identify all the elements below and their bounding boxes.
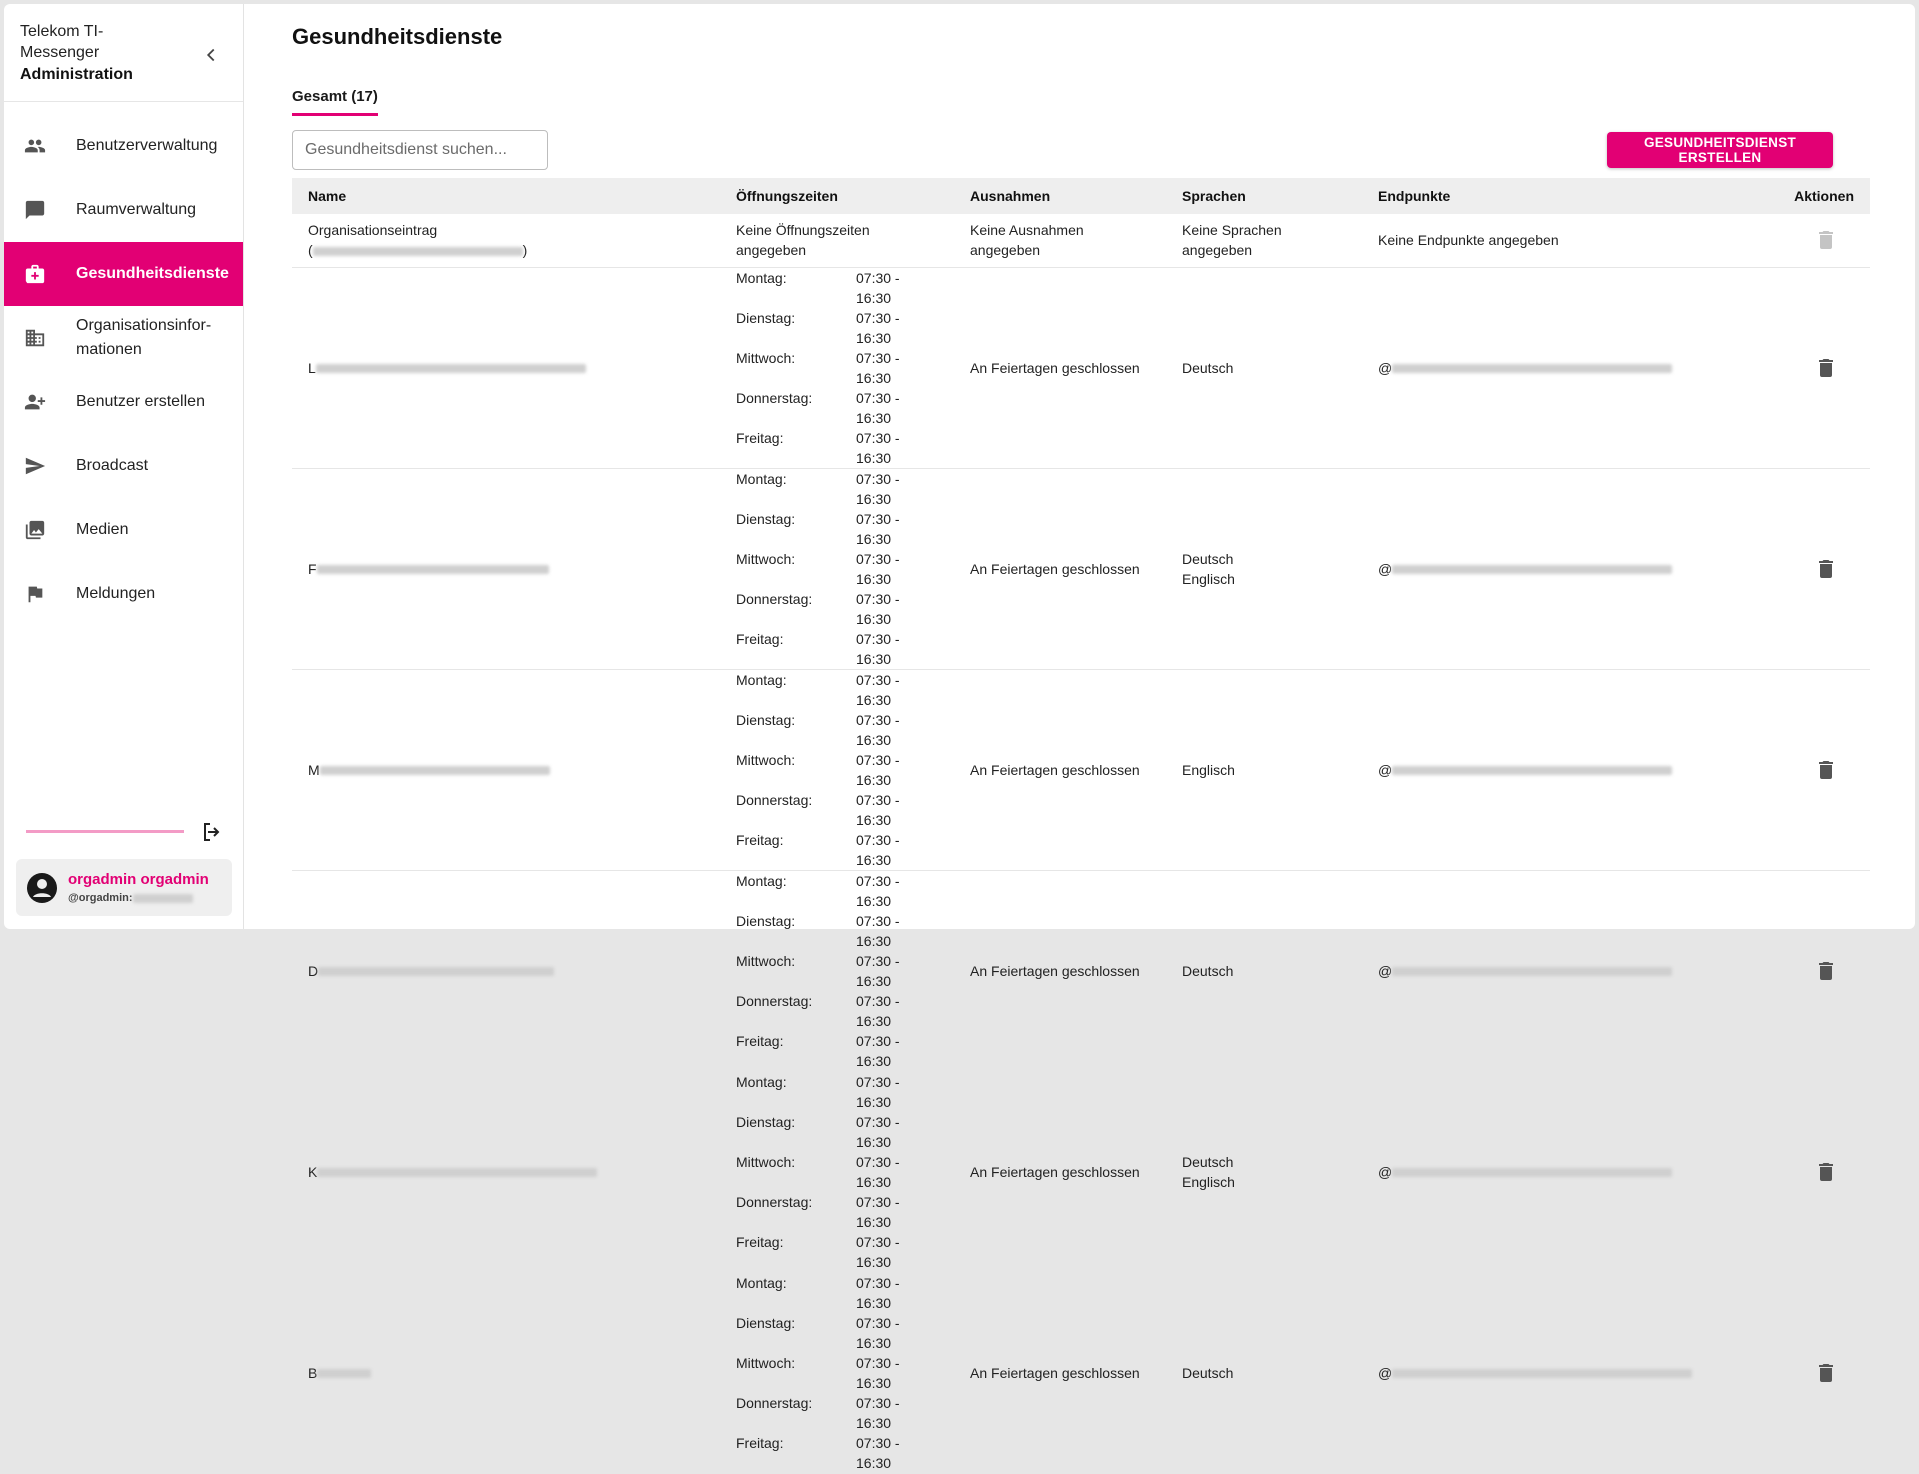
sidebar-item-meldungen[interactable] bbox=[4, 562, 243, 626]
actions-cell bbox=[1742, 669, 1870, 870]
create-health-service-button[interactable]: GESUNDHEITSDIENST ERSTELLEN bbox=[1607, 132, 1833, 168]
user-card[interactable] bbox=[16, 859, 232, 916]
endpoints-cell: @ bbox=[1362, 1272, 1742, 1473]
exceptions-cell: An Feiertagen geschlossen bbox=[954, 468, 1166, 669]
sidebar-item-label: Gesundheitsdienste bbox=[76, 265, 229, 282]
actions-cell bbox=[1742, 267, 1870, 468]
sidebar-item-broadcast[interactable] bbox=[4, 434, 243, 498]
table-row[interactable] bbox=[292, 1272, 1870, 1473]
building-icon bbox=[4, 327, 76, 349]
search-input[interactable] bbox=[292, 130, 548, 170]
sidebar-nav bbox=[4, 114, 243, 626]
actions-cell bbox=[1742, 1071, 1870, 1272]
sidebar-item-benutzerverwaltung[interactable] bbox=[4, 114, 243, 178]
name-cell: F bbox=[292, 468, 720, 669]
exceptions-cell: An Feiertagen geschlossen bbox=[954, 870, 1166, 1071]
chevron-left-icon[interactable] bbox=[200, 44, 222, 66]
endpoints-cell: Keine Endpunkte angegeben bbox=[1362, 214, 1742, 267]
exceptions-cell: An Feiertagen geschlossen bbox=[954, 669, 1166, 870]
sidebar-item-label: Raumverwaltung bbox=[76, 201, 197, 218]
trash-icon[interactable] bbox=[1814, 959, 1838, 983]
sidebar-item-label: Broadcast bbox=[76, 457, 149, 474]
app-window bbox=[4, 4, 1915, 1471]
sidebar bbox=[4, 4, 244, 929]
user-name: orgadmin orgadmin bbox=[68, 871, 209, 888]
endpoints-cell: @ bbox=[1362, 267, 1742, 468]
send-icon bbox=[4, 455, 76, 477]
sidebar-item-label: Benutzerverwaltung bbox=[76, 137, 218, 154]
sidebar-item-raumverwaltung[interactable] bbox=[4, 178, 243, 242]
photo-library-icon bbox=[4, 519, 76, 541]
languages-cell: Englisch bbox=[1166, 669, 1362, 870]
chat-icon bbox=[4, 199, 76, 221]
languages-cell: Deutsch Englisch bbox=[1166, 468, 1362, 669]
actions-cell bbox=[1742, 468, 1870, 669]
exceptions-cell: An Feiertagen geschlossen bbox=[954, 267, 1166, 468]
column-header-exceptions[interactable]: Ausnahmen bbox=[970, 188, 1051, 204]
avatar-icon bbox=[26, 872, 58, 904]
endpoints-cell: @ bbox=[1362, 468, 1742, 669]
column-header-name[interactable]: Name bbox=[308, 188, 347, 204]
sidebar-item-organisationsinfor-mationen[interactable] bbox=[4, 306, 243, 370]
main-content bbox=[244, 4, 1915, 1471]
sidebar-item-label: Organisationsinfor-mationen bbox=[76, 317, 212, 358]
sidebar-item-label: Medien bbox=[76, 521, 129, 538]
hours-cell: Montag: 07:30 - 16:30 Dienstag: 07:30 - 16:30 Mittwoch: 07:30 - 16:30 Donnerstag: 07:30 - 16:30 Freitag: 07:30 - 16:30 bbox=[720, 1272, 954, 1473]
hours-cell: Keine Öffnungszeiten angegeben bbox=[720, 214, 954, 267]
name-cell: M bbox=[292, 669, 720, 870]
name-cell: K bbox=[292, 1071, 720, 1272]
sidebar-item-label: Meldungen bbox=[76, 585, 156, 602]
trash-icon[interactable] bbox=[1814, 356, 1838, 380]
person-add-icon bbox=[4, 391, 76, 413]
languages-cell: Deutsch bbox=[1166, 267, 1362, 468]
languages-cell: Keine Sprachen angegeben bbox=[1166, 214, 1362, 267]
hours-cell: Montag: 07:30 - 16:30 Dienstag: 07:30 - 16:30 Mittwoch: 07:30 - 16:30 Donnerstag: 07:30 - 16:30 Freitag: 07:30 - 16:30 bbox=[720, 870, 954, 1071]
user-mxid: @orgadmin: bbox=[68, 892, 209, 904]
table-row[interactable] bbox=[292, 669, 1870, 870]
trash-icon[interactable] bbox=[1814, 1361, 1838, 1385]
actions-cell bbox=[1742, 870, 1870, 1071]
table-row[interactable] bbox=[292, 1071, 1870, 1272]
languages-cell: Deutsch Englisch bbox=[1166, 1071, 1362, 1272]
column-header-actions: Aktionen bbox=[1794, 188, 1854, 204]
page-title: Gesundheitsdienste bbox=[292, 24, 503, 49]
people-icon bbox=[4, 135, 76, 157]
hours-cell: Montag: 07:30 - 16:30 Dienstag: 07:30 - 16:30 Mittwoch: 07:30 - 16:30 Donnerstag: 07:30 - 16:30 Freitag: 07:30 - 16:30 bbox=[720, 1071, 954, 1272]
sidebar-item-label: Benutzer erstellen bbox=[76, 393, 205, 410]
brand-header bbox=[4, 4, 243, 102]
languages-cell: Deutsch bbox=[1166, 1272, 1362, 1473]
trash-icon-disabled bbox=[1814, 228, 1838, 252]
hours-cell: Montag: 07:30 - 16:30 Dienstag: 07:30 - 16:30 Mittwoch: 07:30 - 16:30 Donnerstag: 07:30 - 16:30 Freitag: 07:30 - 16:30 bbox=[720, 468, 954, 669]
app-subtitle: Administration bbox=[20, 66, 133, 83]
table-row[interactable] bbox=[292, 267, 1870, 468]
column-header-endpoints[interactable]: Endpunkte bbox=[1378, 188, 1451, 204]
sidebar-item-gesundheitsdienste[interactable] bbox=[4, 242, 243, 306]
table-row[interactable] bbox=[292, 468, 1870, 669]
trash-icon[interactable] bbox=[1814, 1160, 1838, 1184]
actions-cell bbox=[1742, 214, 1870, 267]
trash-icon[interactable] bbox=[1814, 557, 1838, 581]
logout-icon[interactable] bbox=[200, 820, 224, 844]
exceptions-cell: An Feiertagen geschlossen bbox=[954, 1071, 1166, 1272]
table-row[interactable] bbox=[292, 214, 1870, 267]
sidebar-item-medien[interactable] bbox=[4, 498, 243, 562]
table-row[interactable] bbox=[292, 870, 1870, 1071]
endpoints-cell: @ bbox=[1362, 1071, 1742, 1272]
app-title: Telekom TI-Messenger bbox=[20, 23, 104, 61]
name-cell: L bbox=[292, 267, 720, 468]
exceptions-cell: Keine Ausnahmen angegeben bbox=[954, 214, 1166, 267]
health-services-table bbox=[292, 178, 1870, 1474]
actions-cell bbox=[1742, 1272, 1870, 1473]
sidebar-item-benutzer-erstellen[interactable] bbox=[4, 370, 243, 434]
hours-cell: Montag: 07:30 - 16:30 Dienstag: 07:30 - 16:30 Mittwoch: 07:30 - 16:30 Donnerstag: 07:30 - 16:30 Freitag: 07:30 - 16:30 bbox=[720, 267, 954, 468]
languages-cell: Deutsch bbox=[1166, 870, 1362, 1071]
name-cell: Organisationseintrag ( ) bbox=[292, 214, 720, 267]
endpoints-cell: @ bbox=[1362, 870, 1742, 1071]
tab-gesamt[interactable]: Gesamt (17) bbox=[292, 88, 378, 116]
endpoints-cell: @ bbox=[1362, 669, 1742, 870]
trash-icon[interactable] bbox=[1814, 758, 1838, 782]
column-header-hours[interactable]: Öffnungszeiten bbox=[736, 188, 838, 204]
medical-bag-icon bbox=[4, 263, 76, 285]
table-header-row bbox=[292, 178, 1870, 214]
hours-cell: Montag: 07:30 - 16:30 Dienstag: 07:30 - 16:30 Mittwoch: 07:30 - 16:30 Donnerstag: 07:30 - 16:30 Freitag: 07:30 - 16:30 bbox=[720, 669, 954, 870]
flag-icon bbox=[4, 583, 76, 605]
name-cell: B bbox=[292, 1272, 720, 1473]
column-header-languages[interactable]: Sprachen bbox=[1182, 188, 1246, 204]
exceptions-cell: An Feiertagen geschlossen bbox=[954, 1272, 1166, 1473]
name-cell: D bbox=[292, 870, 720, 1071]
session-progress-bar bbox=[26, 830, 184, 833]
